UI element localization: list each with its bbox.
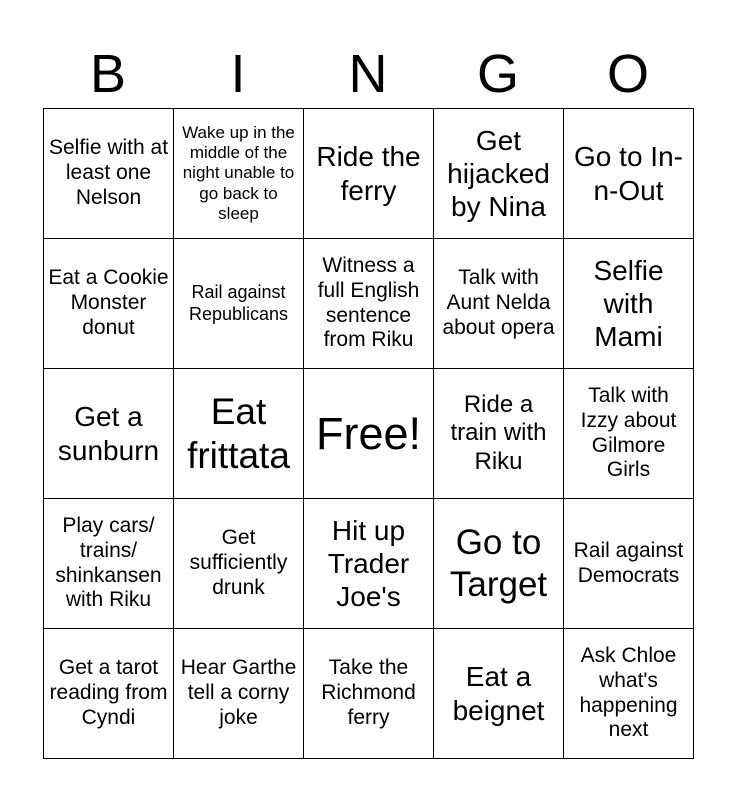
bingo-cell[interactable]: Get a sunburn xyxy=(44,369,174,499)
bingo-cell[interactable]: Wake up in the middle of the night unable to go back to sleep xyxy=(174,109,304,239)
bingo-cell[interactable]: Eat a Cookie Monster donut xyxy=(44,239,174,369)
header-letter-n: N xyxy=(348,44,388,104)
bingo-cell[interactable]: Ride a train with Riku xyxy=(434,369,564,499)
grid-row xyxy=(44,239,694,369)
bingo-cell[interactable]: Take the Richmond ferry xyxy=(304,629,434,759)
grid-row xyxy=(44,369,694,499)
bingo-cell[interactable]: Go to In-n-Out xyxy=(564,109,694,239)
bingo-cell[interactable]: Talk with Aunt Nelda about opera xyxy=(434,239,564,369)
bingo-cell[interactable]: Play cars/ trains/ shinkansen with Riku xyxy=(44,499,174,629)
bingo-grid xyxy=(43,108,694,759)
bingo-cell[interactable]: Rail against Republicans xyxy=(174,239,304,369)
bingo-cell[interactable]: Hear Garthe tell a corny joke xyxy=(174,629,304,759)
bingo-cell[interactable]: Eat frittata xyxy=(174,369,304,499)
grid-row xyxy=(44,499,694,629)
header-letter-i: I xyxy=(230,44,246,104)
bingo-cell[interactable]: Get sufficiently drunk xyxy=(174,499,304,629)
bingo-cell[interactable]: Hit up Trader Joe's xyxy=(304,499,434,629)
bingo-cell[interactable]: Talk with Izzy about Gilmore Girls xyxy=(564,369,694,499)
bingo-cell[interactable]: Get hijacked by Nina xyxy=(434,109,564,239)
grid-row xyxy=(44,109,694,239)
bingo-header xyxy=(43,40,693,108)
header-letter-g: G xyxy=(476,44,519,104)
bingo-cell[interactable]: Rail against Democrats xyxy=(564,499,694,629)
bingo-cell[interactable]: Selfie with at least one Nelson xyxy=(44,109,174,239)
bingo-cell[interactable]: Eat a beignet xyxy=(434,629,564,759)
header-letter-o: O xyxy=(606,44,649,104)
grid-row xyxy=(44,629,694,759)
bingo-cell[interactable]: Witness a full English sentence from Riku xyxy=(304,239,434,369)
bingo-cell[interactable]: Ask Chloe what's happening next xyxy=(564,629,694,759)
bingo-cell[interactable]: Selfie with Mami xyxy=(564,239,694,369)
bingo-cell[interactable]: Ride the ferry xyxy=(304,109,434,239)
bingo-cell[interactable]: Go to Target xyxy=(434,499,564,629)
bingo-cell[interactable]: Get a tarot reading from Cyndi xyxy=(44,629,174,759)
free-space-cell[interactable]: Free! xyxy=(304,369,434,499)
header-letter-b: B xyxy=(89,44,127,104)
